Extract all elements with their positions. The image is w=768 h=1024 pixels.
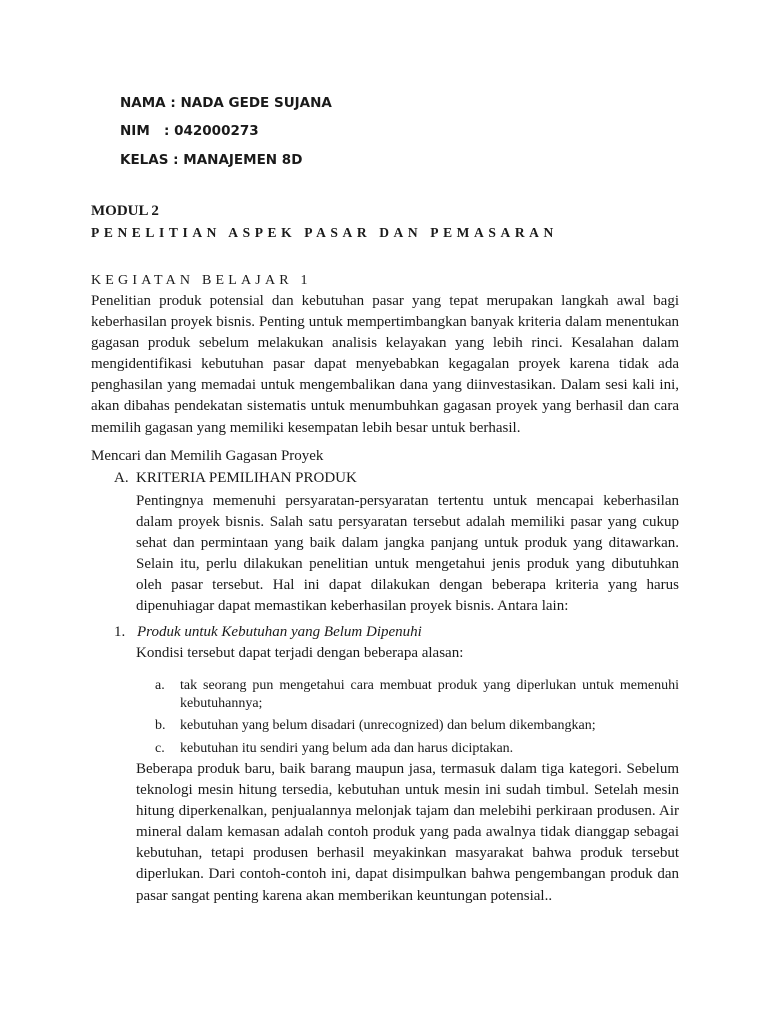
- list-marker: a.: [155, 678, 165, 693]
- section-a-heading: [114, 470, 357, 487]
- module-label: MODUL 2: [91, 203, 159, 219]
- section-a-paragraph: Pentingnya memenuhi persyaratan-persyaratan tertentu untuk mencapai keberhasilan dalam proyek bisnis. Salah satu persyaratan tersebut adalah memiliki pasar yang cukup sehat dan permintaan yang baik dalam jangka panjang untuk produk yang ditawarkan. Selain itu, perlu dilakukan penelitian untuk mengetahui jenis produk yang dibutuhkan oleh pasar tersebut. Hal ini dapat dilakukan dengan beberapa kriteria yang harus dipenuhiagar dapat memastikan keberhasilan proyek bisnis. Antara lain:: [136, 493, 679, 615]
- class-value: : MANAJEMEN 8D: [173, 152, 303, 168]
- list-item: [155, 677, 679, 712]
- item-1-marker: 1.: [114, 624, 126, 640]
- activity-label: KEGIATAN BELAJAR 1: [91, 273, 312, 288]
- list-text: kebutuhan itu sendiri yang belum ada dan harus diciptakan.: [180, 740, 514, 756]
- list-item: [155, 717, 679, 735]
- item-1-title: Produk untuk Kebutuhan yang Belum Dipenuhi: [137, 624, 422, 640]
- class-label: KELAS: [120, 152, 169, 168]
- list-marker: b.: [155, 718, 166, 733]
- item-1-paragraph: Beberapa produk baru, baik barang maupun jasa, termasuk dalam tiga kategori. Sebelum teknologi mesin hitung tersedia, kebutuhan untuk mesin ini sudah timbul. Setelah mesin hitung diperkenalkan, penjualannya melonjak tajam dan melebihi perkiraan produsen. Air mineral dalam kemasan adalah contoh produk yang pada awalnya tidak dianggap sebagai kebutuhan, tetapi produsen berhasil meyakinkan masyarakat bahwa produk tersebut diperlukan. Dari contoh-contoh ini, dapat disimpulkan bahwa pengembangan produk dan pasar sangat penting karena akan memberikan keuntungan potensial..: [136, 761, 679, 904]
- module-title: PENELITIAN ASPEK PASAR DAN PEMASARAN: [91, 225, 558, 240]
- name-label: NAMA: [120, 95, 166, 111]
- item-1-intro: Kondisi tersebut dapat terjadi dengan beberapa alasan:: [136, 645, 464, 661]
- nim-label: NIM: [120, 123, 150, 139]
- section-a-marker: A.: [114, 470, 129, 486]
- reasons-list: [155, 677, 679, 762]
- list-marker: c.: [155, 740, 165, 756]
- item-1-heading: [114, 624, 422, 641]
- intro-paragraph: Penelitian produk potensial dan kebutuhan pasar yang tepat merupakan langkah awal bagi keberhasilan proyek bisnis. Penting untuk mempertimbangkan banyak kriteria dalam menentukan gagasan produk sebelum melakukan analisis kelayakan yang lebih rinci. Kesalahan dalam mengidentifikasi kebutuhan pasar dapat menyebabkan kegagalan proyek karena tidak ada penghasilan yang memadai untuk mengembalikan dana yang diinvestasikan. Dalam sesi kali ini, akan dibahas pendekatan sistematis untuk menumbuhkan gagasan proyek yang berhasil dan cara memilih gagasan yang memiliki kesempatan lebih besar untuk berhasil.: [91, 293, 679, 436]
- nim-value: : 042000273: [164, 123, 259, 139]
- section-heading: Mencari dan Memilih Gagasan Proyek: [91, 448, 324, 464]
- section-a-title: KRITERIA PEMILIHAN PRODUK: [136, 470, 357, 486]
- name-value: : NADA GEDE SUJANA: [170, 95, 332, 111]
- student-class-line: [120, 152, 302, 168]
- list-text: tak seorang pun mengetahui cara membuat produk yang diperlukan untuk memenuhi kebutuhannya;: [180, 678, 679, 711]
- list-text: kebutuhan yang belum disadari (unrecognized) dan belum dikembangkan;: [180, 718, 596, 733]
- student-name-line: [120, 95, 332, 111]
- list-item: [155, 740, 679, 758]
- student-id-line: [120, 123, 259, 139]
